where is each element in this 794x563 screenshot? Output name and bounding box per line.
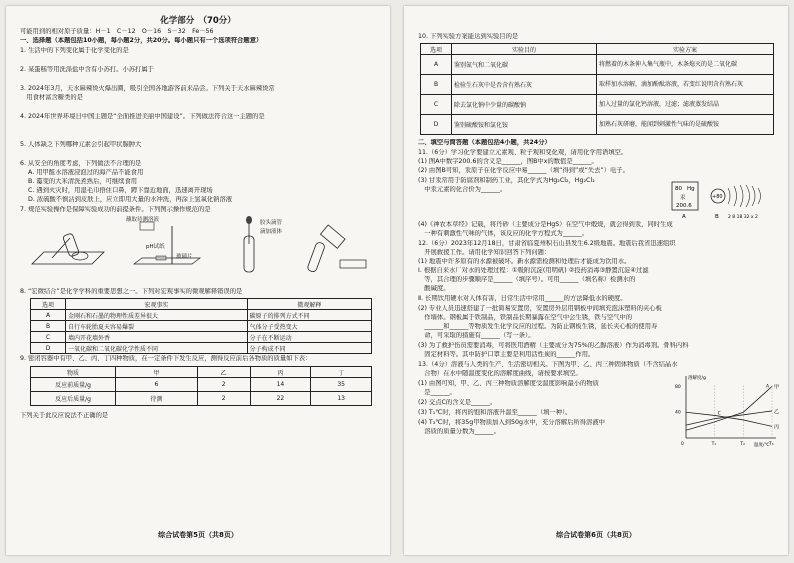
question-13-1: (1) 由图可知，甲、乙、丙三种物质溶解度受温度影响最小的物质 [418, 380, 599, 387]
question-13-3: (3) T₁℃时，将丙的饱和溶液升温至______（填一种）。 [418, 409, 572, 416]
figure-label: 滴加液体 [260, 229, 283, 235]
table-row [421, 75, 774, 95]
question-12-4-cont: 固定材料等。其中防护口罩主要是利用活性炭的______作用。 [418, 351, 595, 358]
figure-b-label: B [715, 214, 719, 220]
series-line [686, 412, 772, 426]
table-cell: 自行车轮胎夏天容易爆裂 [66, 321, 248, 332]
origin-label: 0 [681, 442, 684, 447]
question-1: 1. 生活中的下列变化属于化学变化的是 [20, 47, 129, 54]
table-cell: 分子构成不同 [247, 343, 371, 354]
header-cell: 丙 [250, 367, 311, 378]
table-cell: 14 [250, 378, 311, 392]
x-tick-label: T₁ [711, 442, 717, 447]
question-11-4-cont: 一种有刺激性气味的气体，该反应的化学方程式为______。 [418, 230, 589, 237]
header-cell: 选项 [31, 299, 66, 310]
question-6: 6. 从安全的角度考虑，下列做法不合理的是 [20, 160, 142, 167]
question-3: 3. 2024年3月，天水麻辣烫火爆出圈，吸引全国各地游客前来品尝。下列关于天水麻辣烫常 [20, 85, 275, 92]
table-cell: B [421, 75, 452, 95]
table-cell: 6 [116, 378, 198, 392]
table-cell: 22 [250, 392, 311, 406]
question-5: 5. 人体缺乏下列哪种元素会引起甲状腺肿大 [20, 141, 142, 148]
table-row [31, 332, 372, 343]
question-10: 10. 下列实验方案能达到实验目的是 [418, 33, 519, 40]
header-cell: 宏观事实 [66, 299, 248, 310]
table-cell: 检验生石灰中是否含有熟石灰 [452, 75, 597, 95]
table-cell: 35 [311, 378, 372, 392]
series-label: 甲 [774, 384, 780, 391]
table-cell: 鉴别硫酸铵和氯化铵 [452, 115, 597, 135]
table-cell: D [31, 343, 66, 354]
table-cell: 加入过量的氯化钙溶液，过滤；滤液蒸发结晶 [597, 95, 774, 115]
element-name: 汞 [680, 195, 686, 201]
nucleus-charge: +80 [712, 194, 723, 200]
question-11-2: (2) 由图B可知，汞原子在化学反应中易______（填“得到”或“失去”）电子。 [418, 167, 629, 174]
table-cell: 分子在不断运动 [247, 332, 371, 343]
table-cell: 将燃着的木条伸入集气瓶中，木条熄灭的是二氧化碳 [597, 55, 774, 75]
table-row [31, 310, 372, 321]
table-cell: C [31, 332, 66, 343]
question-12: 12.（6分）2023年12月18日，甘肃省临夏州积石山县发生6.2级地震。地震后我省迅速组织 [418, 240, 676, 247]
point-label: A [766, 384, 770, 390]
section-2-heading: 二、填空与简答题（本题包括4小题，共24分） [418, 139, 551, 146]
figure-label: 胶头滴管 [260, 220, 283, 226]
figure-label: 玻璃片 [176, 254, 193, 260]
question-13-1-cont: 是______。 [418, 389, 456, 396]
table-cell: A [31, 310, 66, 321]
section-title: 化学部分 （70分） [160, 16, 236, 26]
table-cell: 取样加水溶解，滴加酚酞溶液，若变红说明含有熟石灰 [597, 75, 774, 95]
question-9: 9. 密闭容器中有甲、乙、丙、丁四种物质，在一定条件下发生反应，测得反应前后各物质的质量如下表： [20, 355, 312, 362]
question-12-3-b: 作墙体。钢板属于铁制品，铁制品长期暴露在空气中会生锈，铁与空气中的 [418, 314, 633, 321]
atomic-mass-line: 可能用到的相对原子质量：H－1 C－12 O－16 S－32 Fe－56 [20, 28, 214, 35]
question-8: 8. “宏微结合”是化学学科的重要思想之一。下列对宏观事实的微观解释错误的是 [20, 288, 243, 295]
series-label: 丙 [774, 424, 780, 431]
question-11-3-cont: 中汞元素的化合价为______。 [418, 186, 507, 193]
figure-a [32, 233, 104, 264]
point-label: C [717, 411, 721, 417]
x-tick-label: T₂ [740, 442, 745, 447]
table-cell: 加熟石灰研磨，能闻到刺激性气味的是硫酸铵 [597, 115, 774, 135]
question-12-3: (2) 专业人员迅速搭建了一批简易安置房，安置房外层用钢板中间填充泡沫塑料的夹心板 [418, 305, 662, 312]
question-8-table [30, 298, 372, 354]
y-axis-label: 溶解度/g [688, 376, 706, 381]
table-cell: A [421, 55, 452, 75]
y-tick-label: 80 [675, 384, 681, 390]
table-cell: 待测 [116, 392, 198, 406]
question-4: 4. 2024年世界环境日中国主题是“全面推进美丽中国建设”。下列做法符合这一主题的是 [20, 113, 265, 120]
question-13: 13.（4分）溶液与人类的生产、生活密切相关。下图为甲、乙、丙三种固体物质（不含结晶水 [418, 361, 678, 368]
table-cell: 2 [197, 392, 250, 406]
table-row [31, 378, 372, 392]
table-cell: D [421, 115, 452, 135]
series-label: 乙 [774, 408, 780, 415]
question-12-2: Ⅱ. 长期饮用硬水对人体有害，日常生活中常用______的方法降低水的硬度。 [418, 295, 627, 302]
question-9-table [30, 366, 372, 406]
y-tick-label: 40 [675, 410, 681, 416]
element-symbol: Hg [687, 186, 695, 192]
question-11-4: (4)《神农本草经》记载，将丹砂（主要成分是HgS）在空气中煅烧，就会得到汞，同时生成 [418, 221, 673, 228]
table-cell: 墙内开花墙外香 [66, 332, 248, 343]
table-cell: 鉴别氮气和二氧化碳 [452, 55, 597, 75]
question-13-4-cont: 溶质的质量分数为______。 [418, 428, 500, 435]
header-cell: 微观解释 [247, 299, 371, 310]
question-13-4: (4) T₃℃时，将35g甲物质加入到50g水中，充分溶解后所得溶液中 [418, 419, 605, 426]
section-1-heading: 一、选择题（本题包括10小题，每小题2分，共20分。每小题只有一个选项符合题意） [20, 37, 263, 44]
electron-shells [728, 185, 761, 207]
header-cell: 选项 [421, 44, 452, 55]
table-cell: 碳原子的排列方式不同 [247, 310, 371, 321]
table-cell: C [421, 95, 452, 115]
option: D. 浓硫酸不慎沾到皮肤上，应立即用大量的水冲洗，再涂上氢氧化钠溶液 [28, 196, 233, 203]
figure-d [307, 225, 366, 273]
table-cell: 反应后质量/g [31, 392, 116, 406]
question-13-cont: 合物）在水中随温度变化的溶解度曲线，请按要求填空。 [418, 370, 582, 377]
table-cell: 13 [311, 392, 372, 406]
question-12-3-c: ______和______等物质发生化学反应的过程。为防止钢板生锈，延长夹心板的使用寿 [418, 323, 658, 330]
question-11-3: (3) 甘汞常用于防腐剂和制药工业，其化学式为Hg₂Cl₂，Hg₂Cl₂ [418, 177, 595, 184]
x-axis-label: 温度/℃ [754, 443, 770, 448]
question-10-table [420, 43, 774, 135]
atomic-mass: 200.6 [676, 203, 692, 209]
header-cell: 丁 [311, 367, 372, 378]
table-cell: B [31, 321, 66, 332]
table-header [31, 367, 372, 378]
header-cell: 甲 [116, 367, 198, 378]
table-cell: 2 [197, 378, 250, 392]
solubility-chart [672, 372, 782, 448]
question-12-1-i: Ⅰ. 根据自来水厂对水的处理过程：①吸附沉淀(用明矾) ②投药消毒③静置沉淀④过滤 [418, 267, 649, 274]
table-cell: 气体分子受热变大 [247, 321, 371, 332]
question-12-cont: 开展救援工作。请用化学知识回答下列问题： [418, 249, 551, 256]
table-header [31, 299, 372, 310]
question-13-2: (2) 交点C的含义是______。 [418, 399, 497, 406]
table-cell: 金刚石和石墨的物理性质差异很大 [66, 310, 248, 321]
header-cell: 物质 [31, 367, 116, 378]
figure-label: 蘸取待测溶液 [126, 217, 160, 223]
question-12-4: (3) 为了救护伤员需要消毒，可将医用酒精（主要成分为75%的乙醇溶液）作为消毒剂。骨科内科 [418, 342, 689, 349]
table-row [421, 55, 774, 75]
option: B. 霉变的大米清洗煮熟后，可继续食用 [28, 178, 138, 185]
page-footer: 综合试卷第6页（共8页） [556, 531, 636, 539]
header-cell: 实验目的 [452, 44, 597, 55]
question-12-3-d: 命，可采取的措施有______（写一条）。 [418, 332, 535, 339]
option: A. 用甲醛水溶液浸泡过的海产品不能食用 [28, 169, 144, 176]
table-header [421, 44, 774, 55]
figure-a-label: A [682, 214, 686, 220]
figure-c [244, 216, 254, 272]
question-3-cont: 用食材富含糖类的是 [20, 94, 83, 101]
atomic-number: 80 [675, 186, 682, 192]
header-cell: 乙 [197, 367, 250, 378]
option: C. 遇到火灾时，用湿毛巾捂住口鼻，蹲下靠近地面，迅速离开现场 [28, 187, 213, 194]
shell-counts: 2 8 18 32 x 2 [728, 215, 758, 220]
question-11-1: (1) 图A中数字200.6的含义是______，图B中x的数值是______。 [418, 158, 598, 165]
experiment-figures [22, 216, 382, 278]
question-12-1-iii: 酸碱度。 [418, 285, 450, 292]
exam-page-right [404, 6, 788, 555]
question-11: 11.（6分）学习化学要建立元素观、粒子观和变化观，请用化学用语填空。 [418, 149, 628, 156]
table-cell: 反应前质量/g [31, 378, 116, 392]
table-cell: 一氧化碳和二氧化碳化学性质不同 [66, 343, 248, 354]
question-7: 7. 规范实验操作是保障实验成功的前提条件。下列图示操作规范的是 [20, 206, 211, 213]
question-12-1: (1) 地震中许多原有的水源被破坏。新水源需检测和处理后才能成为饮用水。 [418, 258, 631, 265]
question-9-prompt: 下列关于此反应说法不正确的是 [20, 412, 109, 419]
table-row [31, 392, 372, 406]
question-2: 2. 某蛋糕等用洗涤盐中含有小苏打。小苏打属于 [20, 66, 154, 73]
header-cell: 实验方案 [597, 44, 774, 55]
question-12-1-ii: 等，其合理的步骤顺序是______（填序号）。可用______（填名称）检测水的 [418, 276, 636, 283]
page-footer: 综合试卷第5页（共8页） [158, 531, 238, 539]
table-row [421, 95, 774, 115]
exam-page-left [6, 6, 390, 555]
table-row [421, 115, 774, 135]
table-row [31, 321, 372, 332]
figure-label: pH试纸 [146, 244, 165, 250]
x-tick-label: T₃ [769, 442, 774, 447]
table-row [31, 343, 372, 354]
mercury-figure [670, 180, 780, 220]
table-cell: 除去氯化钠中少量的碳酸钠 [452, 95, 597, 115]
